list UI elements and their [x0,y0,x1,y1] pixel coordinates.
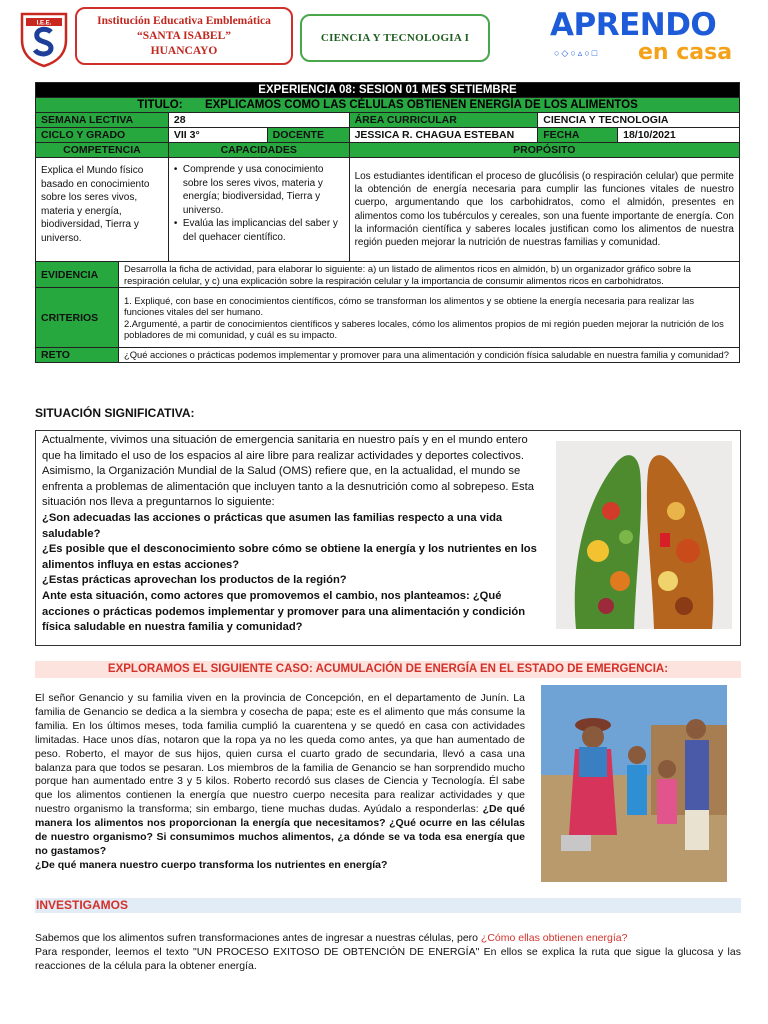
institution-line2: “SANTA ISABEL” [136,30,232,42]
titulo-value: EXPLICAMOS COMO LAS CÉLULAS OBTIENEN ENERGÍA DE LOS ALIMENTOS [204,99,638,111]
fecha-label: FECHA [538,128,618,143]
criterios-label: CRITERIOS [36,288,119,348]
ciclo-label: CICLO Y GRADO [36,128,169,143]
area-label: ÁREA CURRICULAR [349,113,538,128]
case-question: ¿Qué ocurre en las células de nuestro organismo? Si consumimos muchos alimentos, ¿a dónde se va toda esa energía que no gastamos? [35,817,526,857]
evidencia-label: EVIDENCIA [36,262,119,288]
brand-top: APRENDO [550,7,717,43]
reto-label: RETO [36,348,119,363]
situacion-question: ¿Es posible que el desconocimiento sobre cómo se obtiene la energía y los nutrientes en los alimentos influya en estas acciones? [42,543,537,571]
brand-bottom: en casa [638,40,733,65]
competencia-header: COMPETENCIA [36,143,169,158]
criterio-2: 2.Argumenté, a partir de conocimientos científicos y saberes locales, cómo los alimentos propios de mi región pueden mejorar la nutrición de los pobladores de mi comunidad, y cuál es su impacto. [123,317,724,340]
criterio-1: 1. Expliqué, con base en conocimientos científicos, cómo se transforman los alimentos y se obtiene la energía necesaria para realizar las funciones vitales del ser humano. [123,294,695,317]
institution-line1: Institución Educativa Emblemática [97,15,271,27]
investigamos-paragraph-2: Para responder, leemos el texto "UN PROCESO EXITOSO DE OBTENCIÓN DE ENERGÍA" En ellos se explica la ruta que sigue la glucosa y las reacciones de la célula para la obtener energía. [35,946,741,972]
semana-value: 28 [168,113,349,128]
proposito-text: Los estudiantes identifican el proceso de glucólisis (o respiración celular) que permite la obtención de energía necesaria para cumplir las funciones vitales de nuestro cuerpo, argumentando que los carbohidratos, como el almidón, presentes en alimentos como los tubérculos y cereales, son una fuente importante de energía. Con la información científica y saberes locales justifican como los alimentos de nuestra región pueden mejorar la nutrición de nuestras familias y comunidad. [349,158,739,262]
healthy-vs-junk-food-arms-image [556,441,732,629]
andean-family-photo [541,685,727,882]
reto-text: ¿Qué acciones o prácticas podemos implementar y promover para una alimentación y condición física saludable en nuestra familia y comunidad? [118,348,739,363]
situacion-intro: Actualmente, vivimos una situación de emergencia sanitaria en nuestro país y en el mundo entero que ha limitado el uso de los espacios al aire libre para realizar actividades y deportes colectivos. Asimismo, la Organización Mundial de la Salud (OMS) refiere que, en la actualidad, el mundo se enfrenta a problemas de alimentación que incluyen tanto a la desnutrición como al sobrepeso. Esta situación nos lleva a preguntarnos lo siguiente: [42,434,534,509]
capacidades-cell [168,158,349,262]
investigamos-paragraph-1 [35,931,741,945]
course-box: CIENCIA Y TECNOLOGIA I [300,14,490,62]
situacion-question: ¿Son adecuadas las acciones o prácticas que asumen las familias respecto a una vida saludable? [42,511,503,540]
semana-label: SEMANA LECTIVA [36,113,169,128]
document-header [0,0,768,78]
evidencia-text: Desarrolla la ficha de actividad, para elaborar lo siguiente: a) un listado de alimentos ricos en almidón, b) un organizador gráfico sobre la respiración celular, y c) una explicación sobre la respiración celular y la importancia de consumir alimentos ricos en carbohidratos. [118,262,739,288]
session-info-table [35,82,740,363]
fecha-value: 18/10/2021 [618,128,740,143]
proposito-header: PROPÓSITO [349,143,739,158]
case-text [35,692,525,873]
competencia-text: Explica el Mundo físico basado en conocimiento sobre los seres vivos, materia y energía, biodiversidad, Tierra y universo. [36,158,169,262]
investigamos-title: INVESTIGAMOS [36,898,129,912]
ciclo-value: VII 3° [168,128,267,143]
situacion-text [42,433,547,636]
experiencia-heading: EXPERIENCIA 08: SESION 01 MES SETIEMBRE [36,83,740,98]
aprendo-en-casa-logo [550,8,740,68]
investigamos-p1-start: Sabemos que los alimentos sufren transformaciones antes de ingresar a nuestras células, pero [35,932,481,944]
criterios-cell [118,288,739,348]
titulo-label: TITULO: [137,99,183,111]
case-question: ¿De qué manera nuestro cuerpo transforma los nutrientes en energía? [35,858,388,871]
capacidades-header: CAPACIDADES [168,143,349,158]
situacion-question: ¿Estas prácticas aprovechan los productos de la región? [42,574,347,587]
situacion-title: SITUACIÓN SIGNIFICATIVA: [35,406,195,420]
investigamos-bar [35,898,741,913]
area-value: CIENCIA Y TECNOLOGIA [538,113,740,128]
titulo-row [36,98,740,113]
situacion-question: Ante esta situación, como actores que promovemos el cambio, nos planteamos: ¿Qué acciones o prácticas podemos implementar y promover para una alimentación y condición física saludable en nuestra familia y comunidad? [42,589,526,634]
case-body: El señor Genancio y su familia viven en la provincia de Concepción, en el departamento de Junín. La familia de Genancio se dedica a la siembra y cosecha de papa; este es el alimento que más consume la familia. En los últimos meses, toda familia cumplió la cuarentena y se quedó en casa con actividades limitadas. Hace unos días, notaron que la ropa ya no les queda como antes, ya que han aumentado de peso. Roberto, el mayor de sus hijos, quien cursa el cuarto grado de secundaria, llevó a casa una balanza para que todos se pesaran. Los miembros de la familia de Genancio se han sorprendido mucho porque han aumentado entre 3 y 5 kilos. Roberto recordó sus clases de Ciencia y Tecnología. Él sabe que los alimentos contienen la energía que nuestro cuerpo necesita para realizar actividades y que nuestro organismo la transforma; sin embargo, tiene muchas dudas. Ayúdalo a responderlas: [35,692,525,816]
institution-box [75,7,293,65]
capacidad-item: • Evalúa las implicancias del saber y del quehacer científico. [174,217,344,244]
investigamos-text [35,931,741,973]
exploramos-title: EXPLORAMOS EL SIGUIENTE CASO: ACUMULACIÓN DE ENERGÍA EN EL ESTADO DE EMERGENCIA: [35,661,741,678]
brand-shapes-icon: ○◇○▵○□ [554,48,600,58]
docente-label: DOCENTE [267,128,349,143]
capacidad-item: • Comprende y usa conocimiento sobre los seres vivos, materia y energía; biodiversidad, Tierra y universo. [174,163,344,217]
school-shield-logo [18,10,70,68]
docente-value: JESSICA R. CHAGUA ESTEBAN [349,128,538,143]
logo-text: I.E.E. [36,20,52,27]
case-question: ¿De qué manera los alimentos nos proporcionan la energía que necesitamos? [35,803,525,830]
institution-line3: HUANCAYO [150,45,218,57]
investigamos-p1-question: ¿Cómo ellas obtienen energía? [480,932,628,944]
situacion-box [35,430,741,646]
